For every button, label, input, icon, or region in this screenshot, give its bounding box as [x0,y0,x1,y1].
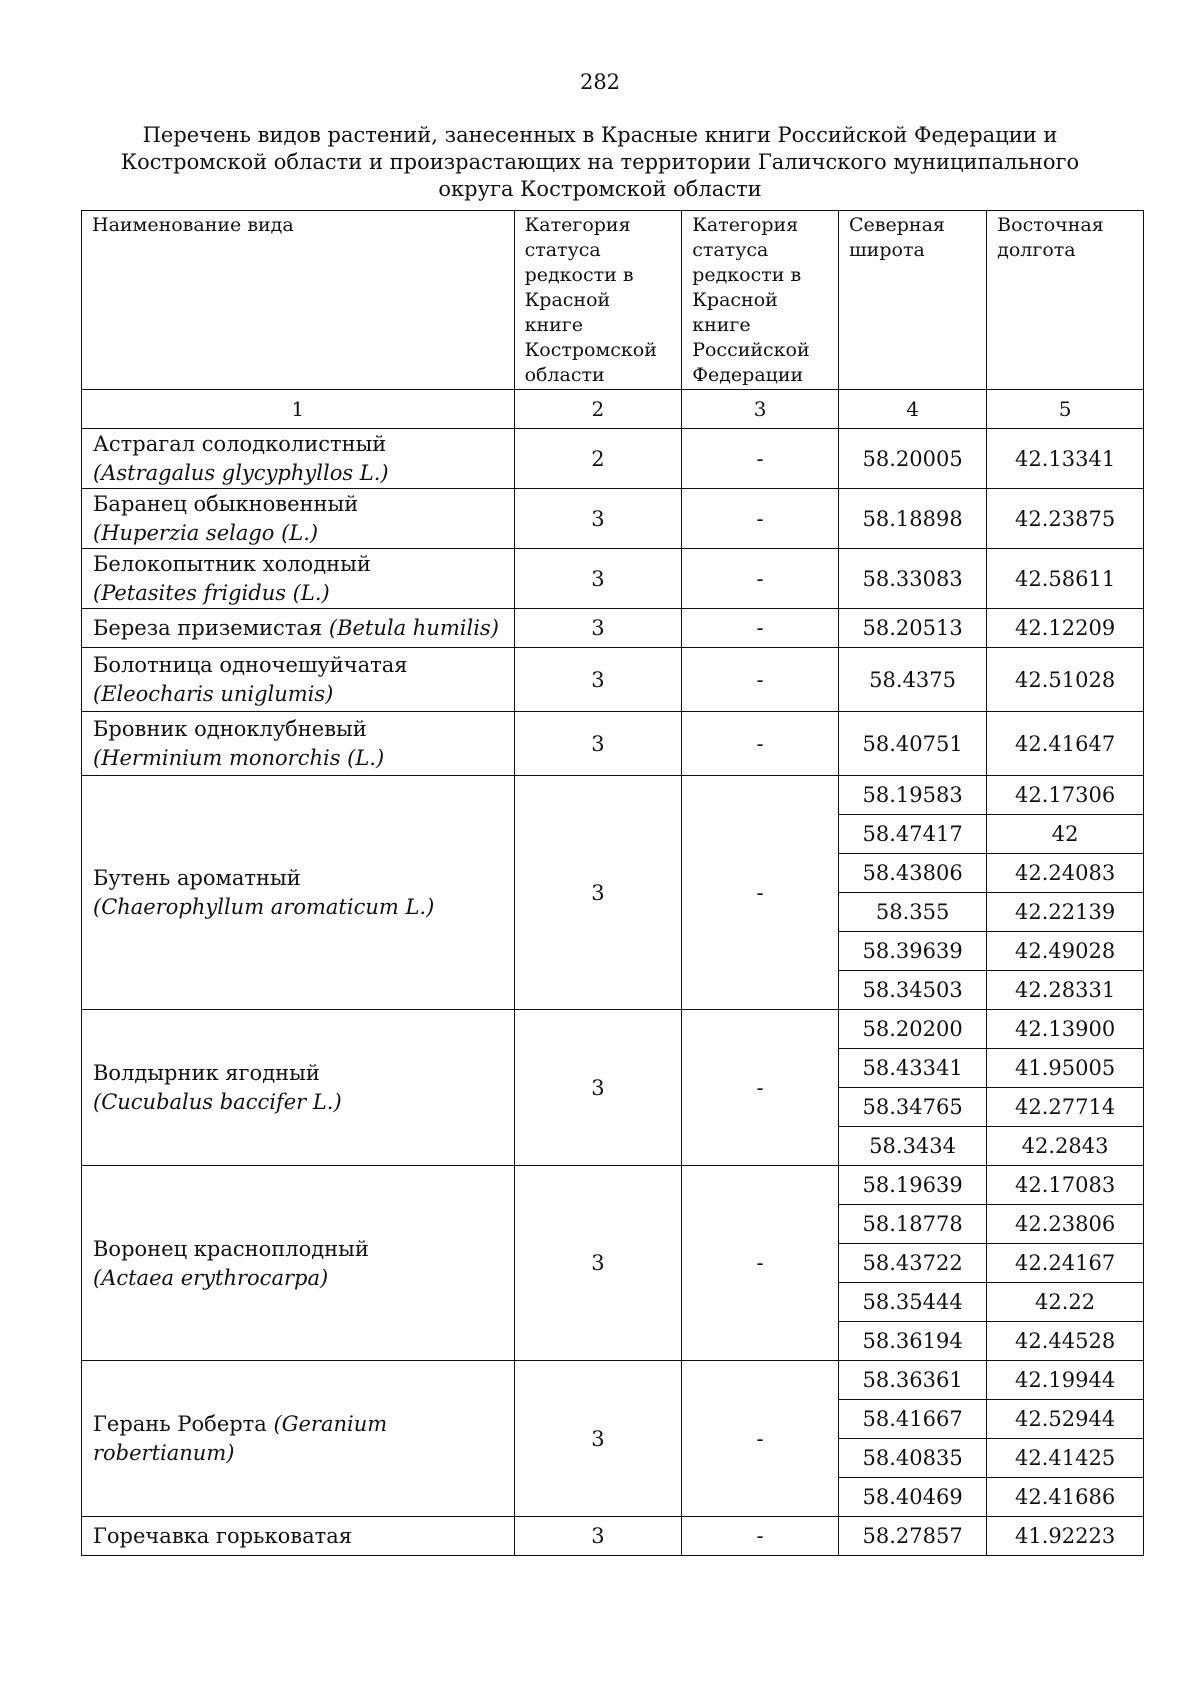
latitude-cell: 58.35444 [839,1283,987,1322]
category-region-cell: 3 [514,1166,682,1361]
latitude-cell: 58.20513 [839,609,987,648]
table-row [82,609,1144,648]
latitude-cell: 58.18778 [839,1205,987,1244]
latitude-cell: 58.33083 [839,549,987,609]
species-latin-name: (Huperzia selago (L.) [93,521,319,545]
species-name-cell [82,1517,515,1556]
species-name: Герань Роберта [93,1412,267,1436]
longitude-cell: 42.41686 [987,1478,1144,1517]
species-name: Белокопытник холодный [93,552,371,576]
category-rf-cell: - [682,609,839,648]
species-name-cell [82,648,515,712]
longitude-cell: 42.23875 [987,489,1144,549]
longitude-cell: 42.49028 [987,932,1144,971]
species-name: Горечавка горьковатая [93,1524,352,1548]
category-region-cell: 3 [514,712,682,776]
species-name: Волдырник ягодный [93,1061,320,1085]
title-line-2: Костромской области и произрастающих на территории Галичского муниципального [120,150,1080,174]
latitude-cell: 58.20200 [839,1010,987,1049]
category-rf-cell: - [682,712,839,776]
longitude-cell: 42.19944 [987,1361,1144,1400]
longitude-cell: 42.17083 [987,1166,1144,1205]
species-latin-name: (Chaerophyllum aromaticum L.) [93,895,435,919]
species-name: Болотница одночешуйчатая [93,653,408,677]
table-row [82,1010,1144,1049]
longitude-cell: 42.2843 [987,1127,1144,1166]
table-row [82,1166,1144,1205]
latitude-cell: 58.3434 [839,1127,987,1166]
longitude-cell: 42 [987,815,1144,854]
latitude-cell: 58.36361 [839,1361,987,1400]
longitude-cell: 42.22 [987,1283,1144,1322]
species-table-body [82,429,1144,1556]
table-row [82,1361,1144,1400]
category-rf-cell: - [682,489,839,549]
latitude-cell: 58.40751 [839,712,987,776]
category-region-cell: 3 [514,1361,682,1517]
species-latin-name: (Betula humilis) [328,616,499,640]
species-name: Астрагал солодколистный [93,432,387,456]
species-name: Береза приземистая [93,616,323,640]
species-name-cell [82,776,515,1010]
longitude-cell: 42.27714 [987,1088,1144,1127]
latitude-cell: 58.43806 [839,854,987,893]
latitude-cell: 58.34765 [839,1088,987,1127]
category-region-cell: 3 [514,609,682,648]
species-name-cell [82,1010,515,1166]
column-number: 5 [987,390,1144,429]
longitude-cell: 42.12209 [987,609,1144,648]
latitude-cell: 58.43341 [839,1049,987,1088]
latitude-cell: 58.4375 [839,648,987,712]
column-number: 2 [514,390,682,429]
latitude-cell: 58.43722 [839,1244,987,1283]
category-region-cell: 3 [514,489,682,549]
species-latin-name: (Actaea erythrocarpa) [93,1265,329,1290]
category-region-cell: 3 [514,776,682,1010]
longitude-cell: 42.17306 [987,776,1144,815]
column-number-row [82,390,1144,429]
header-category-rf: Категория статуса редкости в Красной книге Российской Федерации [682,211,839,390]
category-region-cell: 3 [514,648,682,712]
longitude-cell: 42.41647 [987,712,1144,776]
page-number: 282 [579,70,621,94]
latitude-cell: 58.19639 [839,1166,987,1205]
category-rf-cell: - [682,1010,839,1166]
header-category-region: Категория статуса редкости в Красной книге Костромской области [514,211,682,390]
table-row [82,489,1144,549]
species-name-cell [82,489,515,549]
species-name: Воронец красноплодный [93,1236,369,1261]
category-rf-cell: - [682,549,839,609]
category-rf-cell: - [682,1166,839,1361]
latitude-cell: 58.34503 [839,971,987,1010]
longitude-cell: 42.24167 [987,1244,1144,1283]
category-rf-cell: - [682,1517,839,1556]
latitude-cell: 58.39639 [839,932,987,971]
longitude-cell: 42.51028 [987,648,1144,712]
species-name: Бровник одноклубневый [93,717,367,741]
column-number: 3 [682,390,839,429]
latitude-cell: 58.36194 [839,1322,987,1361]
species-name: Баранец обыкновенный [93,492,359,516]
table-row [82,1517,1144,1556]
species-latin-name: (Geranium robertianum) [93,1412,388,1465]
species-latin-name: (Petasites frigidus (L.) [93,581,330,605]
longitude-cell: 41.95005 [987,1049,1144,1088]
table-row [82,549,1144,609]
category-rf-cell: - [682,648,839,712]
species-name-cell [82,429,515,489]
longitude-cell: 41.92223 [987,1517,1144,1556]
header-longitude: Восточная долгота [987,211,1144,390]
column-number: 4 [839,390,987,429]
latitude-cell: 58.40835 [839,1439,987,1478]
longitude-cell: 42.13900 [987,1010,1144,1049]
species-name-cell [82,1166,515,1361]
species-latin-name: (Astragalus glycyphyllos L.) [93,461,389,485]
longitude-cell: 42.13341 [987,429,1144,489]
longitude-cell: 42.58611 [987,549,1144,609]
species-name-cell [82,609,515,648]
header-row [82,211,1144,390]
table-row [82,712,1144,776]
species-latin-name: (Cucubalus baccifer L.) [93,1090,342,1114]
table-row [82,648,1144,712]
latitude-cell: 58.40469 [839,1478,987,1517]
column-number: 1 [82,390,515,429]
table-row [82,776,1144,815]
category-region-cell: 2 [514,429,682,489]
category-region-cell: 3 [514,1010,682,1166]
document-title [80,122,1120,203]
category-rf-cell: - [682,429,839,489]
longitude-cell: 42.41425 [987,1439,1144,1478]
latitude-cell: 58.19583 [839,776,987,815]
longitude-cell: 42.44528 [987,1322,1144,1361]
category-rf-cell: - [682,776,839,1010]
latitude-cell: 58.47417 [839,815,987,854]
species-table [81,210,1144,1556]
species-latin-name: (Eleocharis uniglumis) [93,682,334,706]
longitude-cell: 42.22139 [987,893,1144,932]
species-name-cell [82,1361,515,1517]
category-rf-cell: - [682,1361,839,1517]
species-name-cell [82,549,515,609]
category-region-cell: 3 [514,1517,682,1556]
latitude-cell: 58.20005 [839,429,987,489]
latitude-cell: 58.355 [839,893,987,932]
header-species-name: Наименование вида [82,211,515,390]
header-latitude: Северная широта [839,211,987,390]
longitude-cell: 42.28331 [987,971,1144,1010]
table-row [82,429,1144,489]
latitude-cell: 58.18898 [839,489,987,549]
title-line-3: округа Костромской области [438,177,762,201]
latitude-cell: 58.41667 [839,1400,987,1439]
category-region-cell: 3 [514,549,682,609]
longitude-cell: 42.23806 [987,1205,1144,1244]
title-line-1: Перечень видов растений, занесенных в Красные книги Российской Федерации и [142,123,1058,147]
latitude-cell: 58.27857 [839,1517,987,1556]
species-latin-name: (Herminium monorchis (L.) [93,746,385,770]
longitude-cell: 42.52944 [987,1400,1144,1439]
species-name: Бутень ароматный [93,866,301,890]
longitude-cell: 42.24083 [987,854,1144,893]
species-name-cell [82,712,515,776]
